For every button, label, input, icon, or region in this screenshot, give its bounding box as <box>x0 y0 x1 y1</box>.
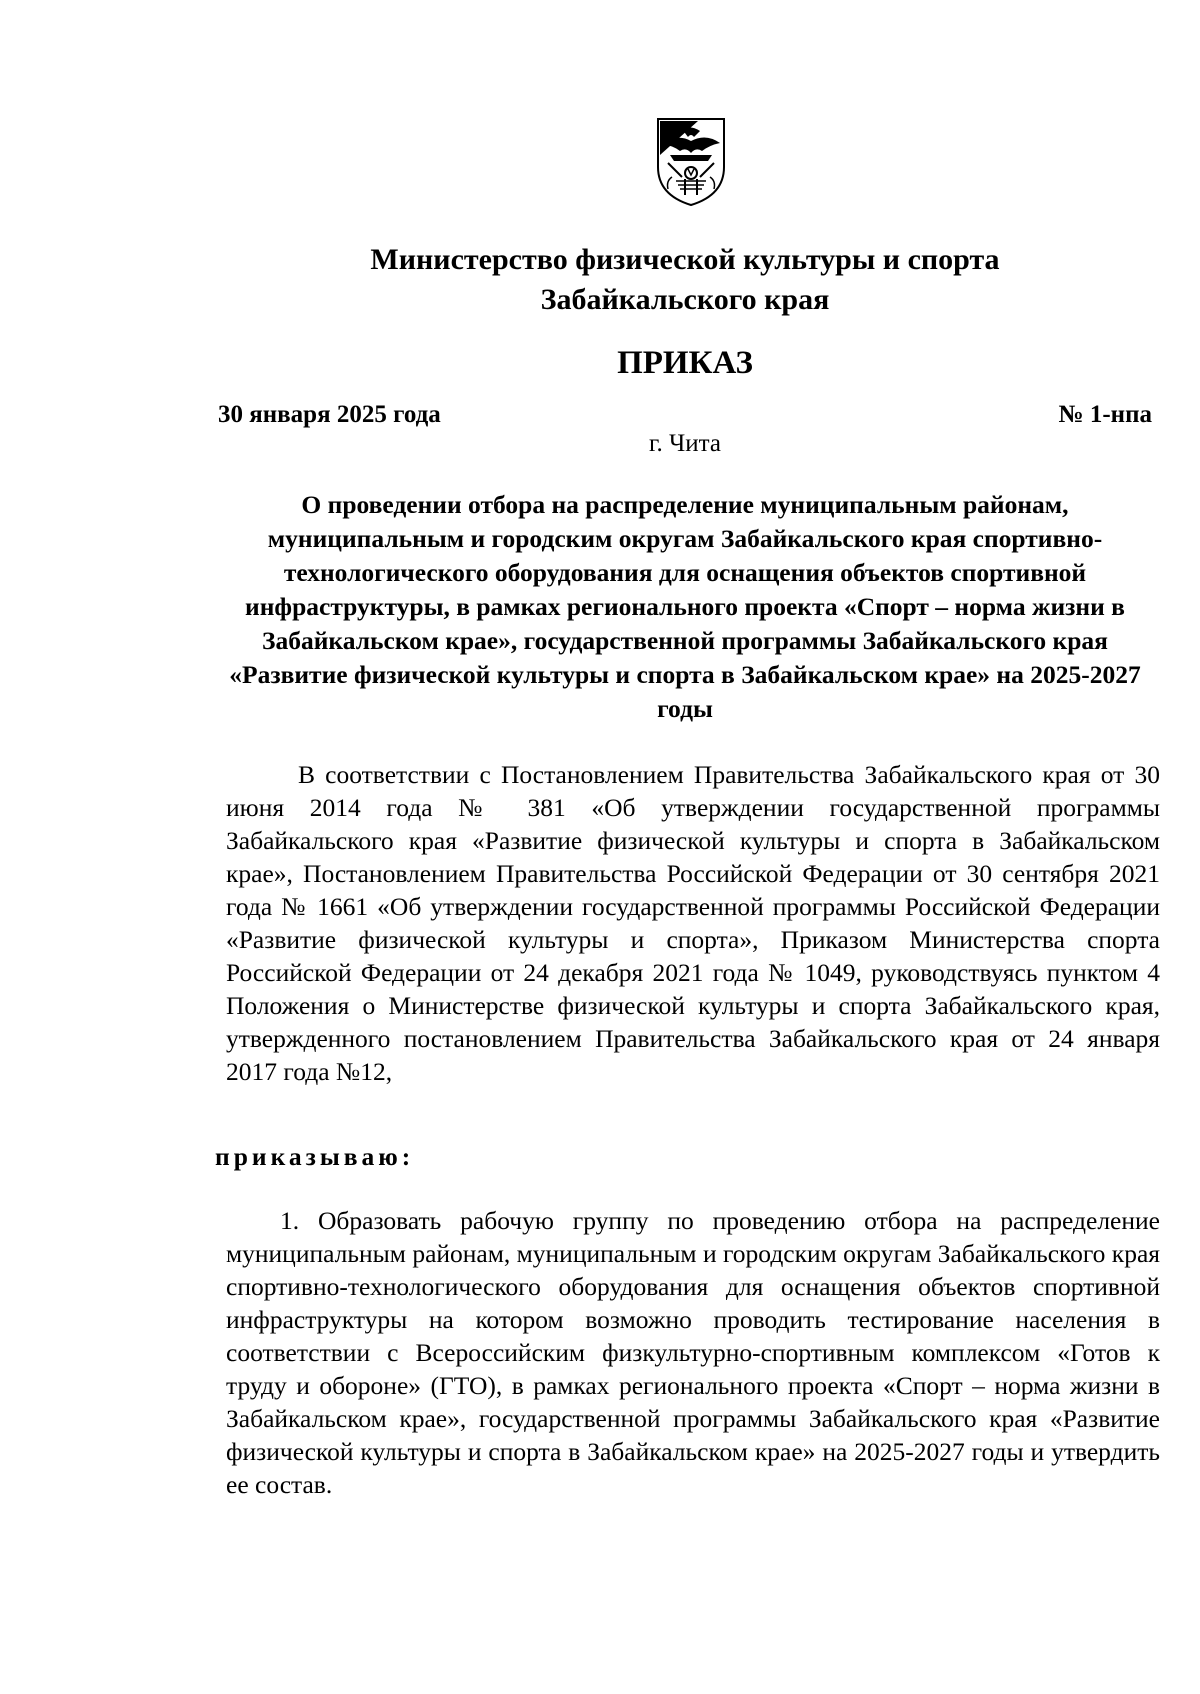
order-city: г. Чита <box>649 430 721 457</box>
preamble-paragraph: В соответствии с Постановлением Правительства Забайкальского края от 30 июня 2014 года № 381 «Об утверждении государственной программы Забайкальского края «Развитие физической культуры и спорта в Забайкальском крае», Постановлением Правительства Российской Федерации от 30 сентября 2021 года № 1661 «Об утверждении государственной программы Российской Федерации «Развитие физической культуры и спорта», Приказом Министерства спорта Российской Федерации от 24 декабря 2021 года № 1049, руководствуясь пунктом 4 Положения о Министерстве физической культуры и спорта Забайкальского края, утвержденного постановлением Правительства Забайкальского края от 24 января 2017 года №12, <box>226 760 1160 1086</box>
order-word: приказываю: <box>215 1142 415 1171</box>
order-item-1: 1. Образовать рабочую группу по проведению отбора на распределение муниципальным районам, муниципальным и городским округам Забайкальского края спортивно-технологического оборудования для оснащения объектов спортивной инфраструктуры на котором возможно проводить тестирование населения в соответствии с Всероссийским физкультурно-спортивным комплексом «Готов к труду и обороне» (ГТО), в рамках регионального проекта «Спорт – норма жизни в Забайкальском крае», государственной программы Забайкальского края «Развитие физической культуры и спорта в Забайкальском крае» на 2025-2027 годы и утвердить ее состав. <box>226 1206 1160 1499</box>
order-date: 30 января 2025 года <box>218 401 441 428</box>
ministry-line-2: Забайкальского края <box>540 283 830 316</box>
ministry-name <box>200 240 1170 320</box>
coat-of-arms-icon <box>652 115 730 207</box>
order-number: № 1-нпа <box>1058 401 1152 428</box>
order-subject: О проведении отбора на распределение муниципальным районам, муниципальным и городским округам Забайкальского края спортивно-технологического оборудования для оснащения объектов спортивной инфраструктуры, в рамках регионального проекта «Спорт – норма жизни в Забайкальском крае», государственной программы Забайкальского края «Развитие физической культуры и спорта в Забайкальском крае» на 2025-2027 годы <box>229 490 1141 723</box>
document-type: ПРИКАЗ <box>617 345 753 381</box>
ministry-line-1: Министерство физической культуры и спорта <box>370 243 1000 276</box>
